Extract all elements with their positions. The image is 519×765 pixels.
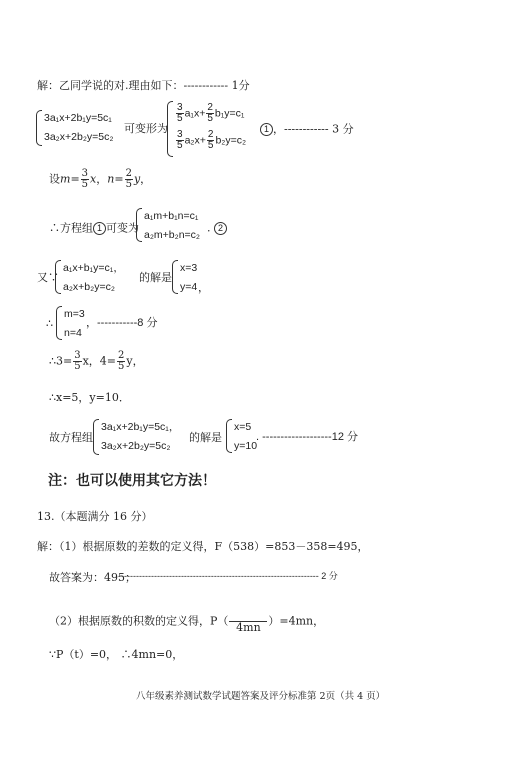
equation-row: a₂x+b₂y=c₂ — [63, 281, 115, 293]
equation-row: 3a₂x+2b₂y=5c₂ — [101, 440, 171, 452]
equation-row: y=10 — [234, 440, 258, 452]
q13-part3: ∵P（t）=0， ∴4mn=0， — [49, 648, 184, 661]
fraction: $\frac{2}{5}$ — [207, 129, 214, 151]
step-label-2: . 2 — [207, 222, 227, 235]
question-13-heading: 13.（本题满分 16 分） — [37, 510, 153, 523]
fraction: $\frac{2}{5}$ — [125, 168, 132, 190]
conclusion-text: 故方程组 — [49, 431, 93, 444]
equation-row: y=4 — [180, 281, 198, 293]
equation-row: $\frac{3}{5}$ a₂x+ $\frac{2}{5}$ b₂y=c₂ — [177, 129, 247, 151]
fraction: $\frac{3}{5}$ — [177, 129, 183, 151]
equation-row: x=5 — [234, 421, 252, 433]
equation-row: x=3 — [180, 262, 198, 274]
equation-system-original — [36, 110, 126, 146]
equation-row: n=4 — [64, 327, 82, 339]
q13-part1: 解：（1）根据原数的差数的定义得，F（538）=853－358=495， — [37, 540, 369, 553]
score-12: . -------------------12 分 — [256, 431, 359, 443]
equation-row: 3a₂x+2b₂y=5c₂ — [44, 131, 114, 143]
solution-is-text: 的解是 — [139, 271, 172, 284]
step-line-7: ∴3= $\frac{3}{5}$ x，4= $\frac{2}{5}$ y， — [49, 350, 144, 372]
equation-system-given — [55, 260, 135, 294]
fraction: 4mn — [229, 610, 267, 633]
equation-row: a₁m+b₁n=c₁ — [144, 210, 199, 222]
fraction: $\frac{3}{5}$ — [81, 168, 89, 190]
score-8: ，-----------8 分 — [86, 317, 158, 329]
step-line-4: ∴方程组 1 可变为 — [49, 221, 139, 235]
solution-intro: 解：乙同学说的对.理由如下：------------ 1分 — [37, 79, 250, 92]
equation-system-transformed — [167, 101, 259, 157]
note-text: 注：也可以使用其它方法！ — [48, 473, 216, 489]
step-line-8: ∴x=5，y=10． — [49, 391, 130, 404]
score-2: ------------------------------------------------------------------- 2 分 — [118, 571, 338, 581]
transform-text: 可变形为 — [124, 122, 168, 135]
solution-is-text: 的解是 — [189, 431, 222, 444]
solution-system-final — [226, 419, 258, 453]
solution-system-mn — [56, 306, 86, 340]
comma: ， — [198, 281, 209, 294]
circled-number: 2 — [214, 222, 227, 235]
q13-answer: 故答案为：495； — [49, 571, 136, 584]
equation-row: 3a₁x+2b₁y=5c₁， — [101, 421, 180, 433]
therefore-symbol: ∴ — [46, 317, 53, 330]
equation-system-mn — [136, 208, 208, 242]
page-footer: 八年级素养测试数学试题答案及评分标准第 2页（共 4 页） — [136, 691, 386, 702]
q13-part2: （2）根据原数的积数的定义得，P（ 4mn ）=4mn， — [49, 610, 324, 633]
fraction: $\frac{2}{5}$ — [207, 102, 213, 124]
substitution-line: 设m= $\frac{3}{5}$ x，n= $\frac{2}{5}$ y， — [49, 168, 152, 190]
equation-row: $\frac{3}{5}$ a₁x+ $\frac{2}{5}$ b₁y=c₁ — [177, 102, 245, 124]
equation-row: 3a₁x+2b₁y=5c₁ — [44, 112, 112, 124]
fraction: $\frac{3}{5}$ — [74, 350, 81, 372]
equation-system-final — [93, 419, 185, 455]
equation-row: m=3 — [64, 308, 85, 320]
circled-number: 1 — [260, 123, 273, 136]
circled-number: 1 — [93, 222, 106, 235]
fraction: $\frac{2}{5}$ — [118, 350, 125, 372]
equation-row: a₁x+b₁y=c₁， — [63, 262, 124, 274]
equation-row: a₂m+b₂n=c₂ — [144, 229, 201, 241]
fraction: $\frac{3}{5}$ — [177, 102, 183, 124]
step-label-1: 1 ，------------ 3 分 — [260, 123, 354, 136]
given-text: 又∵ — [37, 271, 59, 284]
